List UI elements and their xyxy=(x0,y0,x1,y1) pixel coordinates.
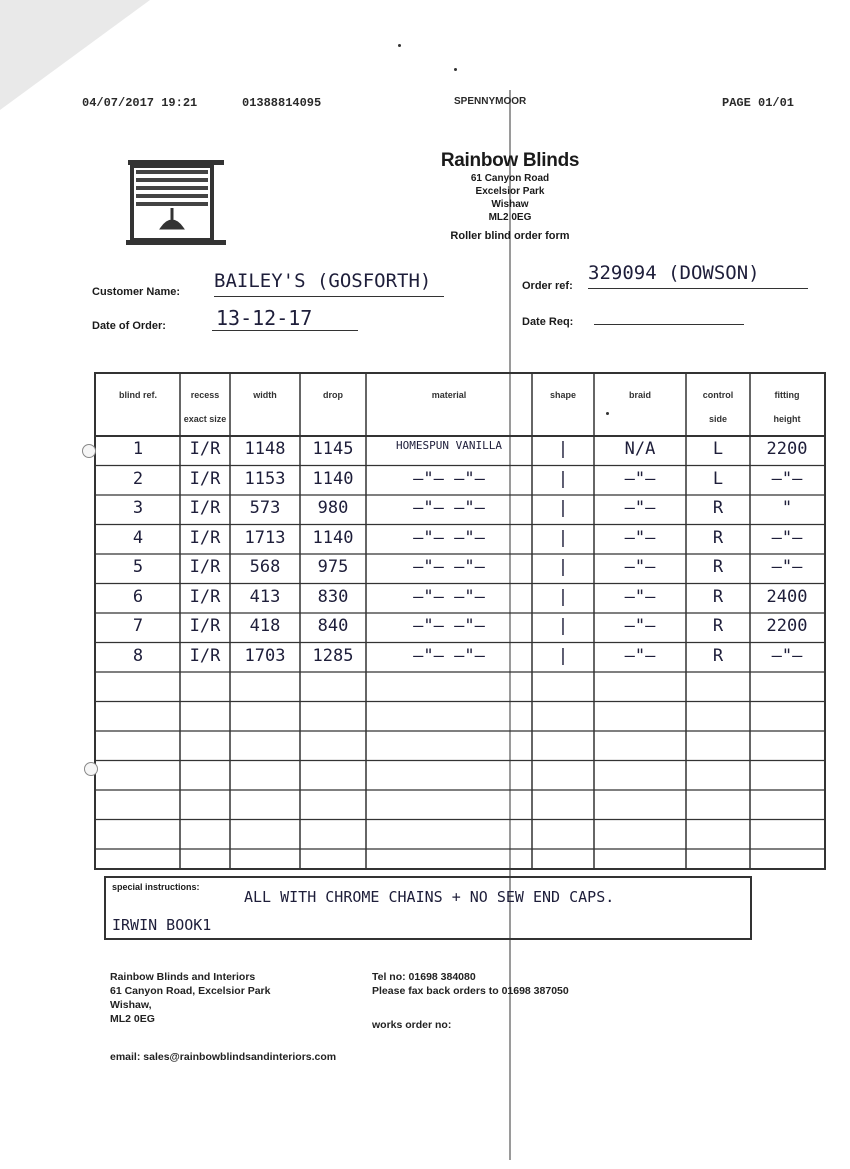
table-cell: | xyxy=(557,527,569,548)
customer-name-label: Customer Name: xyxy=(92,286,181,298)
date-req-underline xyxy=(594,324,744,325)
table-cell: | xyxy=(557,645,569,666)
scan-speck xyxy=(398,44,401,47)
customer-name-value: BAILEY'S (GOSFORTH) xyxy=(214,270,432,292)
footer-company-line: 61 Canyon Road, Excelsior Park xyxy=(110,985,271,997)
table-cell: 1285 xyxy=(312,645,354,666)
table-column-header-sub: side xyxy=(708,414,727,424)
fax-header xyxy=(82,96,822,114)
footer-tel: Tel no: 01698 384080 xyxy=(372,971,476,983)
company-address-line: ML2 0EG xyxy=(488,212,532,223)
table-cell: 840 xyxy=(317,616,349,636)
table-column-header: drop xyxy=(323,390,343,400)
order-ref-label: Order ref: xyxy=(522,280,573,292)
table-cell: I/R xyxy=(189,498,221,518)
date-of-order-label: Date of Order: xyxy=(92,320,166,332)
table-cell: —"— —"— xyxy=(413,557,485,577)
company-address-line: Excelsior Park xyxy=(475,186,545,197)
date-of-order-underline xyxy=(212,330,358,331)
table-column-header: blind ref. xyxy=(119,390,157,400)
table-cell: 980 xyxy=(317,498,349,518)
table-column-header-sub: height xyxy=(773,414,801,424)
table-column-header: material xyxy=(431,390,467,400)
table-cell: —"— —"— xyxy=(413,645,485,666)
fax-location: SPENNYMOOR xyxy=(454,96,527,107)
table-cell: —"— xyxy=(771,557,803,577)
table-cell: 830 xyxy=(317,586,349,607)
special-instructions-line2: IRWIN BOOK1 xyxy=(112,916,212,934)
fax-page: PAGE 01/01 xyxy=(722,96,795,110)
table-cell: HOMESPUN VANILLA xyxy=(396,439,502,452)
table-cell: R xyxy=(712,557,724,577)
table-cell: R xyxy=(712,498,724,518)
punch-hole xyxy=(82,444,96,458)
table-cell: I/R xyxy=(189,586,221,607)
table-cell: —"— xyxy=(624,586,656,607)
form-title: Roller blind order form xyxy=(450,230,570,242)
footer-email: email: sales@rainbowblindsandinteriors.com xyxy=(110,1051,337,1063)
table-cell: —"— —"— xyxy=(413,527,485,548)
table-cell: —"— xyxy=(771,468,803,489)
table-cell: R xyxy=(712,586,724,607)
table-cell: I/R xyxy=(189,468,221,489)
table-cell: R xyxy=(712,645,724,666)
table-cell: —"— —"— xyxy=(413,586,485,607)
table-cell: 2 xyxy=(132,468,144,489)
footer-fax-note: Please fax back orders to 01698 387050 xyxy=(372,985,569,997)
table-cell: I/R xyxy=(189,557,221,577)
customer-name-underline xyxy=(214,296,444,297)
table-cell: 1140 xyxy=(312,468,354,489)
table-cell: | xyxy=(557,439,569,459)
table-cell: L xyxy=(712,468,724,489)
table-cell: 7 xyxy=(132,616,144,636)
table-cell: " xyxy=(781,498,793,518)
scan-speck xyxy=(606,412,609,415)
table-column-header: shape xyxy=(549,390,576,400)
table-cell: 3 xyxy=(132,498,144,518)
table-cell: | xyxy=(557,468,569,489)
table-cell: —"— —"— xyxy=(413,468,485,489)
fax-datetime: 04/07/2017 19:21 xyxy=(82,96,198,110)
order-table xyxy=(94,372,826,870)
fax-number: 01388814095 xyxy=(242,96,322,110)
table-cell: I/R xyxy=(189,616,221,636)
table-cell: —"— xyxy=(624,527,656,548)
table-cell: 2200 xyxy=(766,439,808,459)
table-cell: 1153 xyxy=(244,468,286,489)
table-cell: 5 xyxy=(132,557,144,577)
table-cell: L xyxy=(712,439,724,459)
table-cell: 6 xyxy=(132,586,144,607)
table-cell: | xyxy=(557,498,569,518)
table-cell: I/R xyxy=(189,439,221,459)
footer-company-line: ML2 0EG xyxy=(110,1013,155,1025)
date-req-label: Date Req: xyxy=(522,316,574,328)
table-cell: | xyxy=(557,586,569,607)
table-cell: 1140 xyxy=(312,527,354,548)
table-cell: | xyxy=(557,616,569,636)
table-cell: 1713 xyxy=(244,527,286,548)
special-instructions-box xyxy=(104,876,752,940)
table-cell: —"— xyxy=(624,557,656,577)
table-cell: 568 xyxy=(249,557,281,577)
table-cell: 413 xyxy=(249,586,281,607)
footer-works-order: works order no: xyxy=(372,1019,452,1031)
table-cell: —"— xyxy=(771,527,803,548)
order-ref-value: 329094 (DOWSON) xyxy=(588,262,760,284)
table-column-header: control xyxy=(702,390,734,400)
table-cell: N/A xyxy=(624,439,656,459)
table-cell: —"— xyxy=(624,468,656,489)
table-column-header: fitting xyxy=(774,390,800,400)
table-cell: R xyxy=(712,616,724,636)
table-cell: I/R xyxy=(189,645,221,666)
table-column-header: braid xyxy=(628,390,651,400)
table-cell: 1703 xyxy=(244,645,286,666)
table-cell: 573 xyxy=(249,498,281,518)
company-address-line: Wishaw xyxy=(491,199,529,210)
scan-speck xyxy=(454,68,457,71)
footer-contact xyxy=(372,970,569,998)
table-cell: —"— xyxy=(624,498,656,518)
table-column-header-sub: exact size xyxy=(183,414,227,424)
table-cell: —"— —"— xyxy=(413,498,485,518)
table-cell: 4 xyxy=(132,527,144,548)
table-cell: 2200 xyxy=(766,616,808,636)
date-of-order-value: 13-12-17 xyxy=(216,306,313,330)
company-header xyxy=(330,150,690,242)
table-cell: | xyxy=(557,557,569,577)
company-address-line: 61 Canyon Road xyxy=(470,173,550,184)
table-cell: —"— xyxy=(624,645,656,666)
table-cell: 975 xyxy=(317,557,349,577)
table-cell: 1148 xyxy=(244,439,286,459)
table-column-header: width xyxy=(253,390,277,400)
table-cell: —"— —"— xyxy=(413,616,485,636)
table-cell: R xyxy=(712,527,724,548)
folded-corner xyxy=(0,0,150,110)
table-cell: 1 xyxy=(132,439,144,459)
footer-company-line: Rainbow Blinds and Interiors xyxy=(110,971,256,983)
company-logo xyxy=(118,156,230,248)
table-column-header: recess xyxy=(190,390,220,400)
special-instructions-label: special instructions: xyxy=(112,882,200,892)
table-cell: —"— xyxy=(624,616,656,636)
table-cell: 2400 xyxy=(766,586,808,607)
table-cell: 1145 xyxy=(312,439,354,459)
table-cell: I/R xyxy=(189,527,221,548)
table-cell: 8 xyxy=(132,645,144,666)
table-cell: —"— xyxy=(771,645,803,666)
footer-company-line: Wishaw, xyxy=(110,999,152,1011)
punch-hole xyxy=(84,762,98,776)
special-instructions-line1: ALL WITH CHROME CHAINS + NO SEW END CAPS. xyxy=(244,888,615,906)
company-name: Rainbow Blinds xyxy=(440,150,580,171)
footer-company xyxy=(110,970,270,1026)
table-cell: 418 xyxy=(249,616,281,636)
order-ref-underline xyxy=(588,288,808,289)
